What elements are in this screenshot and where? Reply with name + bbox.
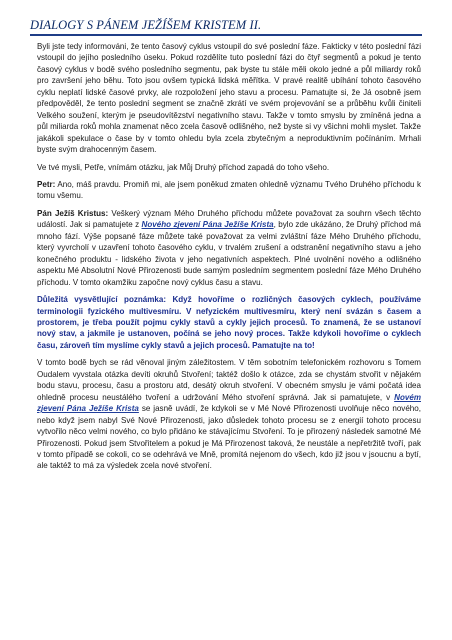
paragraph-4-text-a: Veškerý význam Mého Druhého příchodu můžete považovat za souhrn všech těchto událostí. Jak si pamatujete z bbox=[37, 208, 421, 230]
explanatory-note: Důležitá vysvětlující poznámka: Když hovoříme o rozličných časových cyklech, používáme terminologii fyzického multivesmíru. V nefyzickém multivesmíru, který není svázán s časem a prostorem, je třeba použít pojmu cykly stavů a cykly jejich procesů. To znamená, že se ustanoví nový stav, a jakmile je ustanoven, počíná se jeho nový proces. Takže kdykoli hovoříme o cyklech času, zároveň tím myslíme cykly stavů a jejich procesů. Pamatujte na to! bbox=[37, 295, 421, 350]
paragraph-4 bbox=[37, 208, 421, 288]
paragraph-3 bbox=[37, 179, 421, 202]
header-rule bbox=[30, 34, 422, 36]
book-reference-link[interactable]: Nového zjevení Pána Ježíše Krista bbox=[141, 220, 274, 230]
page-header-title: DIALOGY S PÁNEM JEŽÍŠEM KRISTEM II. bbox=[30, 18, 262, 32]
document-body bbox=[37, 41, 421, 478]
paragraph-3-text: Ano, máš pravdu. Promiň mi, ale jsem poněkud zmaten ohledně významu Tvého Druhého příchodu k tomu všemu. bbox=[37, 179, 421, 201]
paragraph-2: Ve tvé mysli, Petře, vnímám otázku, jak Můj Druhý příchod zapadá do toho všeho. bbox=[37, 162, 330, 172]
speaker-jesus: Pán Ježíš Kristus: bbox=[37, 208, 109, 218]
speaker-petr: Petr: bbox=[37, 179, 56, 189]
paragraph-6 bbox=[37, 357, 421, 472]
paragraph-6-text-a: V tomto bodě bych se rád věnoval jiným záležitostem. V těm sobotním telefonickém rozhovoru s Tomem Oudalem vyvstala otázka devíti okruhů Stvoření; taktéž došlo k otázce, zda se chystám stvořit v nějakém bodu stavu, procesu, času a prostoru atd, desátý okruh stvoření. V obecném smyslu je vámi počatá idea ohledně procesu neustálého tvoření a udržování Mého stvoření správná. Jak si pamatujete, v bbox=[37, 358, 421, 402]
paragraph-6-text-b: se jasně uvádí, že kdykoli se v Mé Nové Přirozenosti uvolňuje něco nového, nebo když jsem nabyl Své Nové Přirozenosti, jako důsledek tohoto procesu se z energií tohoto procesu vytvořilo něco velmi nového, co bylo přidáno ke stávajícímu Stvoření. To je přirozený následek samotné Mé Přirozenosti. Pokud jsem Stvořitelem a pokud je Má Přirozenost taková, že neustále a nepřetržitě tvoří, pak v tomto případě se cokoli, co se odehrává ve Mně, promítá nejenom do všech, kdo již jsou v jsoucnu a bytí, ale taktéž to má za výsledek zcela nové stvoření. bbox=[37, 404, 421, 471]
paragraph-1: Byli jste tedy informováni, že tento časový cyklus vstoupil do své poslední fáze. Fakticky v této poslední fázi vstoupil do jejího posledního úseku. Pokud rozdělíte tuto poslední fázi do čtyř segmentů a pokud je tento časový cyklus v bodě svého posledního segmentu, pak byste tu stále měli okolo jedné a půl miliardy roků pro završení jeho běhu. Toto jsou ovšem typická lidská měřítka. V pravé realitě ubíhání tohoto časového cyklu neplatí lidské časové prvky, ale rozpoložení jeho stavu a procesu. Pamatujte si, že Já osobně jsem předpověděl, že tento poslední segment se značně zkrátí ve svém projevování se a průběhu kvůli činiteli Velkého soužení, kterým je pseudovítězství negativního stavu. Takže v tomto smyslu by zmíněná jedna a půl miliarda roků mohla znamenat něco zcela časově odlišného, než byste si vy všichni mohli myslet. Takže jakákoli spekulace o čase by v tomto ohledu byla zcela zbytečným a neproduktivním počínáním. Mrhali byste svým drahocenným časem. bbox=[37, 42, 421, 155]
book-reference-link-2[interactable]: Novém zjevení Pána Ježíše Krista bbox=[37, 392, 421, 414]
paragraph-4-text-b: , bylo zde ukázáno, že Druhý příchod má mnoho fází. Výše popsané fáze můžete také považovat za velmi zvláštní fáze Mého Druhého příchodu, který vyvrcholí v uzavření tohoto časového cyklu, v trvalém zrušení a odstranění negativního stavu a jeho konečného produktu - lidského života v jeho negativních aspektech. Plné uvolnění nového a odlišného aspektu Mé Absolutní Nové Přirozenosti bude samým posledním segmentem poslední fáze Mého Druhého příchodu. V tomto okamžiku započne nový cyklus času a stavu. bbox=[37, 220, 421, 287]
